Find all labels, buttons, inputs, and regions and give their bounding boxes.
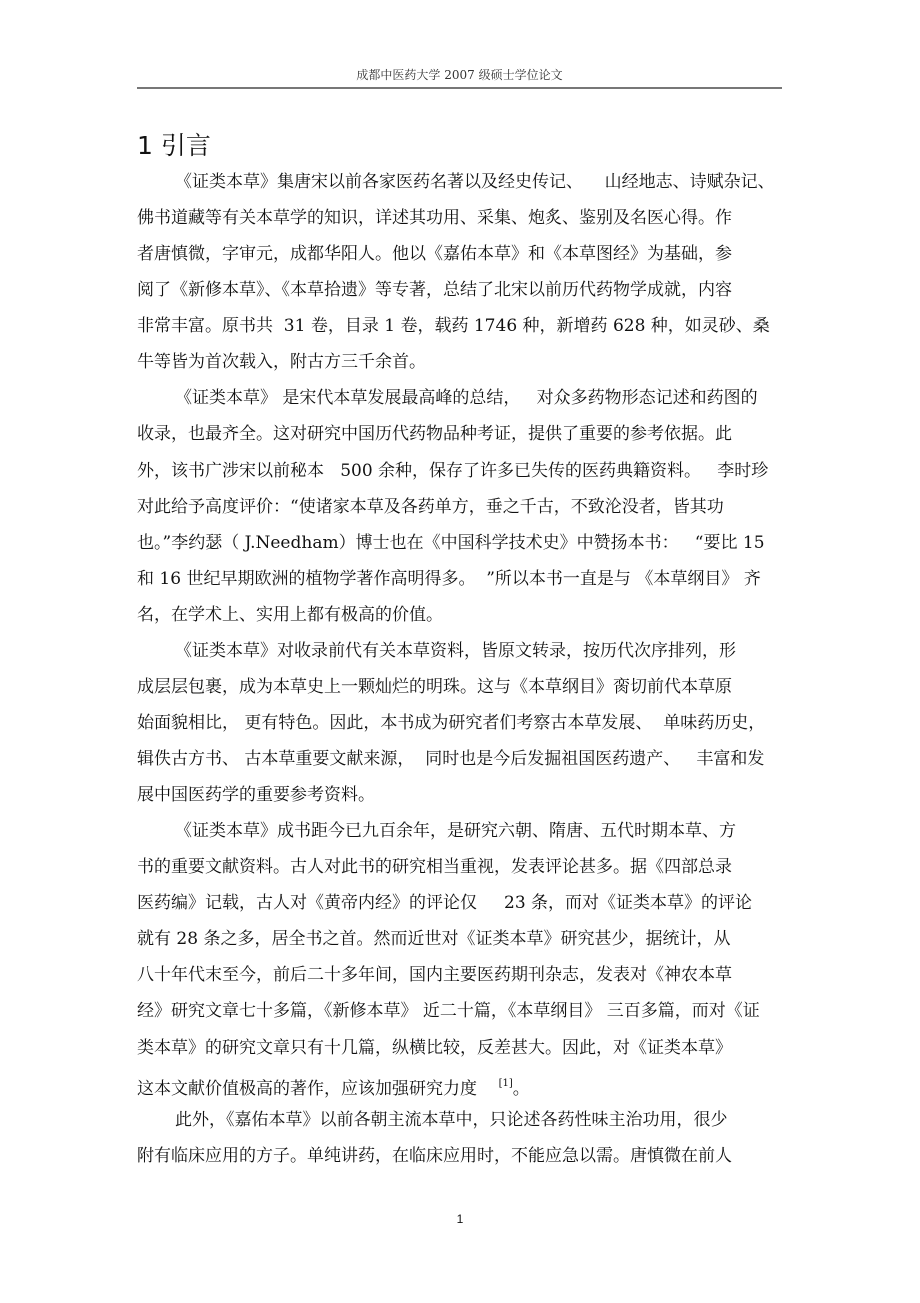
text-line: 类本草》的研究文章只有十几篇，纵横比较，反差甚大。因此，对《证类本草》 [137,1037,732,1058]
text-line: 成层层包裹，成为本草史上一颗灿烂的明珠。这与《本草纲目》脔切前代本草原 [137,676,732,697]
text-line: 佛书道藏等有关本草学的知识，详述其功用、采集、炮炙、鉴别及名医心得。作 [137,208,732,229]
text-line: 外，该书广涉宋以前秘本 500 余种，保存了许多已失传的医药典籍资料。 李时珍 [137,460,769,481]
line-text: 这本文献价值极高的著作，应该加强研究力度 [137,1078,499,1099]
paragraph [137,164,797,380]
paragraph [137,633,797,813]
text-line: 展中国医药学的重要参考资料。 [137,785,375,806]
text-line: 非常丰富。原书共 31 卷，目录 1 卷，载药 1746 种，新增药 628 种，如灵砂、桑 [137,316,770,337]
running-header: 成都中医药大学 2007 级硕士学位论文 [356,68,563,82]
text-line: 对此给予高度评价：“使诸家本草及各药单方，垂之千古，不致沦没者，皆其功 [137,496,724,517]
text-line: 附有临床应用的方子。单纯讲药，在临床应用时，不能应急以需。唐慎微在前人 [137,1145,732,1166]
text-line: 此外，《嘉佑本草》以前各朝主流本草中，只论述各药性味主治功用，很少 [175,1109,728,1130]
text-line: 始面貌相比， 更有特色。因此，本书成为研究者们考察古本草发展、 单味药历史， [137,712,766,733]
text-line: 也。”李约瑟（ J.Needham）博士也在《中国科学技术史》中赞扬本书： “要比 15 [137,532,765,553]
text-line: 牛等皆为首次载入，附古方三千余首。 [137,352,426,373]
header-divider [137,87,782,89]
text-line: 医药编》记载，古人对《黄帝内经》的评论仅 23 条，而对《证类本草》的评论 [137,893,753,914]
text-line: 八十年代末至今，前后二十多年间，国内主要医药期刊杂志，发表对《神农本草 [137,965,732,986]
text-line: 就有 28 条之多，居全书之首。然而近世对《证类本草》研究甚少，据统计，从 [137,929,731,950]
page-number: 1 [456,1212,464,1226]
text-line: 和 16 世纪早期欧洲的植物学著作高明得多。 ”所以本书一直是与 《本草纲目》 齐 [137,568,761,589]
line-end: 。 [512,1078,530,1099]
paragraph [137,1102,797,1174]
paragraph [137,380,797,632]
paragraph [137,813,797,1102]
citation-reference[interactable]: [1] [498,1077,513,1089]
text-line: 《证类本草》集唐宋以前各家医药名著以及经史传记、 山经地志、诗赋杂记、 [175,172,775,192]
text-line: 经》研究文章七十多篇，《新修本草》 近二十篇，《本草纲目》 三百多篇，而对《证 [137,1001,760,1022]
text-line: 《证类本草》对收录前代有关本草资料，皆原文转录，按历代次序排列，形 [175,640,736,661]
text-line: 者唐慎微，字审元，成都华阳人。他以《嘉佑本草》和《本草图经》为基础，参 [137,244,732,265]
text-line: 名，在学术上、实用上都有极高的价值。 [137,604,443,625]
text-line: 《证类本草》 是宋代本草发展最高峰的总结， 对众多药物形态记述和药图的 [175,388,758,409]
body-text [137,164,797,1174]
text-line: 阅了《新修本草》、《本草拾遗》等专著，总结了北宋以前历代药物学成就，内容 [137,280,732,301]
text-line: 书的重要文献资料。古人对此书的研究相当重视，发表评论甚多。据《四部总录 [137,857,732,878]
text-line: 《证类本草》成书距今已九百余年，是研究六朝、隋唐、五代时期本草、方 [175,821,736,842]
text-line [137,1066,797,1102]
text-line: 辑佚古方书、 古本草重要文献来源， 同时也是今后发掘祖国医药遗产、 丰富和发 [137,749,765,769]
text-line: 收录，也最齐全。这对研究中国历代药物品种考证，提供了重要的参考依据。此 [137,424,732,445]
section-title: 1 引言 [137,131,211,160]
